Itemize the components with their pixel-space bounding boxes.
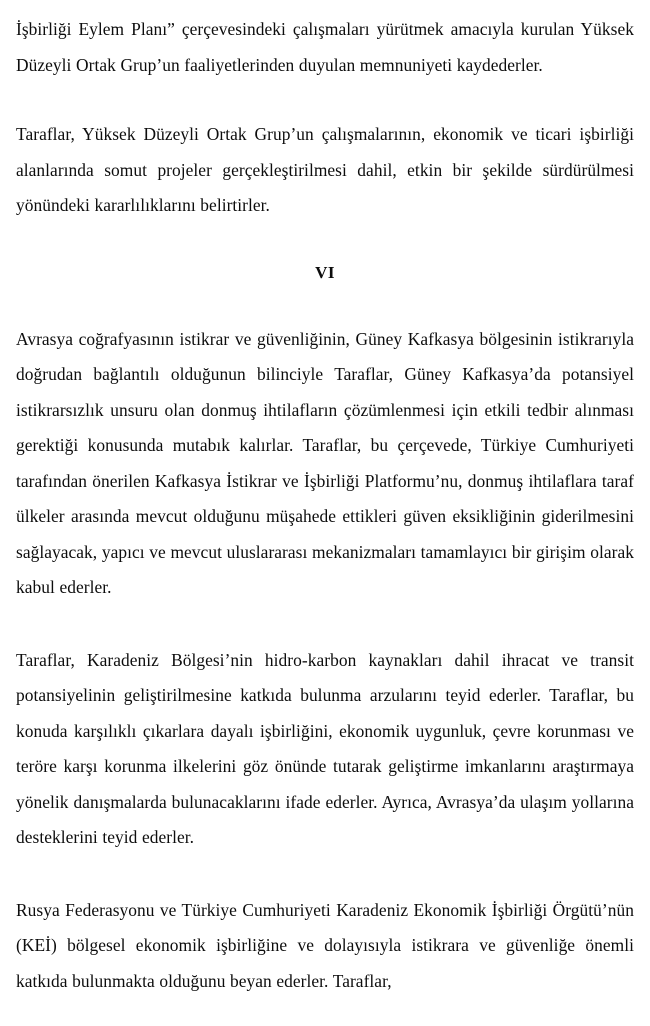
- section-heading-vi: VI: [315, 262, 335, 282]
- paragraph-1: İşbirliği Eylem Planı” çerçevesindeki çalışmaları yürütmek amacıyla kurulan Yüksek Düzeyli Ortak Grup’un faaliyetlerinden duyulan memnuniyeti kaydederler.: [16, 19, 634, 75]
- paragraph-2: Taraflar, Yüksek Düzeyli Ortak Grup’un çalışmalarının, ekonomik ve ticari işbirliği alanlarında somut projeler gerçekleştirilmesi dahil, etkin bir şekilde sürdürülmesi yönündeki kararlılıklarını belirtirler.: [16, 124, 634, 215]
- paragraph-4: Taraflar, Karadeniz Bölgesi’nin hidro-karbon kaynakları dahil ihracat ve transit potansiyelinin geliştirilmesine katkıda bulunma arzularını teyid ederler. Taraflar, bu konuda karşılıklı çıkarlara dayalı işbirliğini, ekonomik uygunluk, çevre korunması ve teröre karşı korunma ilkelerini göz önünde tutarak geliştirme imkanlarını araştırmaya yönelik danışmalarda bulunacaklarını ifade ederler. Ayrıca, Avrasya’da ulaşım yollarına desteklerini teyid ederler.: [16, 649, 634, 847]
- paragraph-5: Rusya Federasyonu ve Türkiye Cumhuriyeti Karadeniz Ekonomik İşbirliği Örgütü’nün (KEİ) bölgesel ekonomik işbirliğine ve dolayısıyla istikrara ve güvenliğe önemli katkıda bulunmakta olduğunu beyan ederler. Taraflar,: [16, 899, 634, 991]
- document-body: [16, 12, 634, 999]
- paragraph-3: Avrasya coğrafyasının istikrar ve güvenliğinin, Güney Kafkasya bölgesinin istikrarıyla doğrudan bağlantılı olduğunun bilinciyle Taraflar, Güney Kafkasya’da potansiyel istikrarsızlık unsuru olan donmuş ihtilafların çözümlenmesi için etkili tedbir alınması gerektiği konusunda mutabık kalırlar. Taraflar, bu çerçevede, Türkiye Cumhuriyeti tarafından önerilen Kafkasya İstikrar ve İşbirliği Platformu’nu, donmuş ihtilaflara taraf ülkeler arasında mevcut olduğunu müşahede ettikleri güven eksikliğinin giderilmesini sağlayacak, yapıcı ve mevcut uluslararası mekanizmaları tamamlayıcı bir girişim olarak kabul ederler.: [16, 328, 634, 597]
